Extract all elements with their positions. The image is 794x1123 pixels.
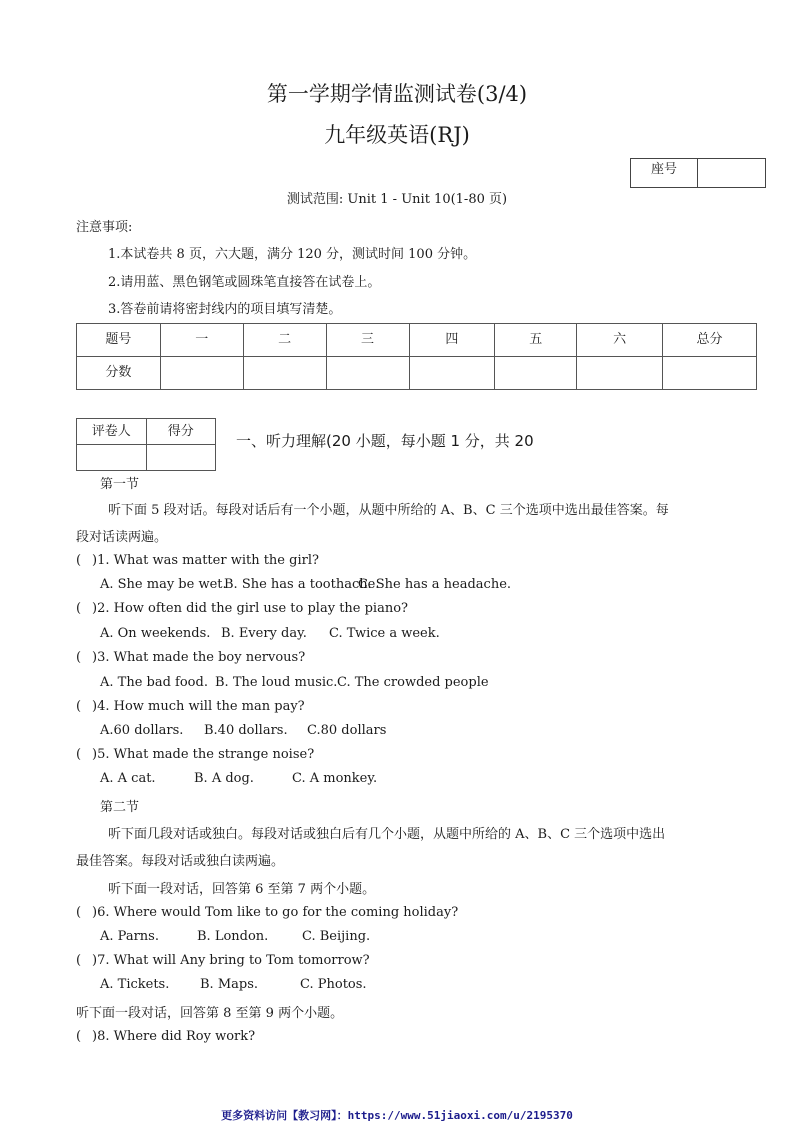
seat-number-box xyxy=(630,158,766,188)
answer-paren[interactable]: ( xyxy=(76,553,82,568)
part-2-instruction-cont: 最佳答案。每段对话或独白读两遍。 xyxy=(76,854,285,869)
question-stem: )3. What made the boy nervous? xyxy=(92,650,306,665)
exam-subtitle: 九年级英语(RJ) xyxy=(324,123,470,147)
question-5-option-c: C. A monkey. xyxy=(292,771,378,786)
score-header-cell: 总分 xyxy=(663,324,757,357)
question-7 xyxy=(76,953,370,968)
answer-paren[interactable]: ( xyxy=(76,1029,82,1044)
score-cell[interactable] xyxy=(495,357,577,390)
score-cell[interactable] xyxy=(577,357,663,390)
question-4-option-b: B.40 dollars. xyxy=(204,723,288,738)
answer-paren[interactable]: ( xyxy=(76,747,82,762)
notes-heading: 注意事项: xyxy=(76,220,133,235)
exam-title: 第一学期学情监测试卷(3/4) xyxy=(266,82,528,106)
question-1-option-c: C. She has a headache. xyxy=(358,577,512,592)
seat-label: 座号 xyxy=(631,159,698,187)
part-1-label: 第一节 xyxy=(100,477,140,492)
question-stem: )4. How much will the man pay? xyxy=(92,699,305,714)
question-6-option-a: A. Parns. xyxy=(100,929,159,944)
score-row-label: 分数 xyxy=(77,357,161,390)
score-header-cell: 五 xyxy=(495,324,577,357)
section-1-title: 一、听力理解(20 小题，每小题 1 分，共 20 xyxy=(236,432,534,450)
score-header-cell: 一 xyxy=(160,324,243,357)
score-cell[interactable] xyxy=(409,357,495,390)
answer-paren[interactable]: ( xyxy=(76,601,82,616)
reviewer-cell[interactable] xyxy=(77,445,147,471)
grader-score-label: 得分 xyxy=(146,419,216,445)
score-header-cell: 四 xyxy=(409,324,495,357)
score-header-cell: 二 xyxy=(243,324,326,357)
question-stem: )1. What was matter with the girl? xyxy=(92,553,319,568)
score-table-header-row xyxy=(77,324,757,357)
question-stem: )8. Where did Roy work? xyxy=(92,1029,256,1044)
score-cell[interactable] xyxy=(326,357,409,390)
question-6-option-b: B. London. xyxy=(197,929,269,944)
answer-paren[interactable]: ( xyxy=(76,905,82,920)
question-1 xyxy=(76,553,319,568)
question-4-option-c: C.80 dollars xyxy=(307,723,387,738)
question-3 xyxy=(76,650,305,665)
test-range: 测试范围: Unit 1 - Unit 10(1-80 页) xyxy=(286,192,508,207)
question-8 xyxy=(76,1029,255,1044)
question-3-option-b: B. The loud music. xyxy=(215,675,338,690)
answer-paren[interactable]: ( xyxy=(76,650,82,665)
footer-link[interactable]: 更多资料访问【教习网】：https://www.51jiaoxi.com/u/2195370 xyxy=(221,1109,573,1122)
question-2-option-a: A. On weekends. xyxy=(100,626,211,641)
seat-number-field[interactable] xyxy=(698,159,765,187)
score-cell[interactable] xyxy=(160,357,243,390)
question-1-option-a: A. She may be wet. xyxy=(100,577,227,592)
part-2-instruction: 听下面几段对话或独白。每段对话或独白后有几个小题，从题中所给的 A、B、C 三个选项中选出 xyxy=(108,827,666,842)
question-3-option-a: A. The bad food. xyxy=(100,675,208,690)
score-header-cell: 六 xyxy=(577,324,663,357)
part-1-instruction-cont: 段对话读两遍。 xyxy=(76,530,168,545)
part-1-instruction: 听下面 5 段对话。每段对话后有一个小题，从题中所给的 A、B、C 三个选项中选出最佳答案。每 xyxy=(108,503,669,518)
question-5-option-b: B. A dog. xyxy=(194,771,254,786)
question-2-option-c: C. Twice a week. xyxy=(329,626,440,641)
question-7-option-a: A. Tickets. xyxy=(100,977,170,992)
question-stem: )2. How often did the girl use to play the piano? xyxy=(92,601,409,616)
note-item-3: 3.答卷前请将密封线内的项目填写清楚。 xyxy=(108,302,342,317)
question-7-option-c: C. Photos. xyxy=(300,977,367,992)
score-header-cell: 三 xyxy=(326,324,409,357)
dialogue-intro-8-9: 听下面一段对话，回答第 8 至第 9 两个小题。 xyxy=(76,1006,344,1021)
question-6 xyxy=(76,905,458,920)
question-7-option-b: B. Maps. xyxy=(200,977,259,992)
question-stem: )5. What made the strange noise? xyxy=(92,747,315,762)
question-stem: )7. What will Any bring to Tom tomorrow? xyxy=(92,953,370,968)
question-stem: )6. Where would Tom like to go for the coming holiday? xyxy=(92,905,459,920)
question-5-option-a: A. A cat. xyxy=(100,771,156,786)
question-4-option-a: A.60 dollars. xyxy=(100,723,184,738)
answer-paren[interactable]: ( xyxy=(76,953,82,968)
question-1-option-b: B. She has a toothache. xyxy=(224,577,380,592)
grader-table xyxy=(76,418,216,471)
score-cell[interactable] xyxy=(243,357,326,390)
answer-paren[interactable]: ( xyxy=(76,699,82,714)
part-2-label: 第二节 xyxy=(100,800,140,815)
score-header-cell: 题号 xyxy=(77,324,161,357)
score-table-score-row xyxy=(77,357,757,390)
grader-score-cell[interactable] xyxy=(146,445,216,471)
question-6-option-c: C. Beijing. xyxy=(302,929,371,944)
note-item-1: 1.本试卷共 8 页，六大题，满分 120 分，测试时间 100 分钟。 xyxy=(108,247,477,262)
question-4 xyxy=(76,699,305,714)
score-cell[interactable] xyxy=(663,357,757,390)
score-table xyxy=(76,323,757,390)
reviewer-label: 评卷人 xyxy=(77,419,147,445)
question-3-option-c: C. The crowded people xyxy=(337,675,489,690)
dialogue-intro-6-7: 听下面一段对话，回答第 6 至第 7 两个小题。 xyxy=(108,882,376,897)
question-2 xyxy=(76,601,408,616)
note-item-2: 2.请用蓝、黑色钢笔或圆珠笔直接答在试卷上。 xyxy=(108,275,381,290)
question-2-option-b: B. Every day. xyxy=(221,626,307,641)
question-5 xyxy=(76,747,314,762)
